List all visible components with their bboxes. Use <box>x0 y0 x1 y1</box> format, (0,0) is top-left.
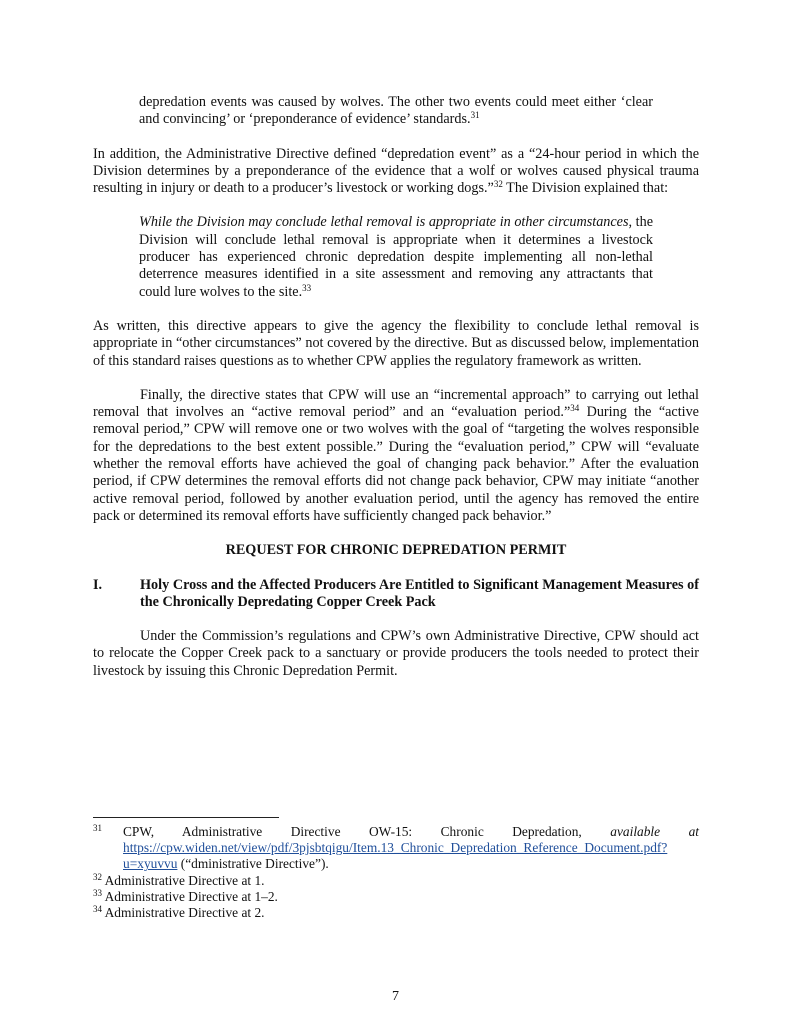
page-number: 7 <box>392 989 399 1004</box>
subsection-title: Holy Cross and the Affected Producers Are Entitled to Significant Management Measures of the Chronically Depredating Copper Creek Pack <box>140 576 699 610</box>
footnote: $^{32}$ Administrative Directive at 1. <box>93 871 265 888</box>
paragraph: Under the Commission’s regulations and CPW’s own Administrative Directive, CPW should act to relocate the Copper Creek pack to a sanctuary or provide producers the tools needed to protect their livestock by issuing this Chronic Depredation Permit. <box>93 628 699 679</box>
footnote-link[interactable]: https://cpw.widen.net/view/pdf/3pjsbtqigu/Item.13_Chronic_Depredation_Reference_Document.pdf?u=xyuvvu <box>123 840 668 872</box>
footnotes <box>93 824 699 921</box>
footnote-number: 31 <box>93 823 102 833</box>
page-body <box>93 94 699 680</box>
section-heading: REQUEST FOR CHRONIC DEPREDATION PERMIT <box>225 542 567 559</box>
subsection-heading <box>93 577 699 612</box>
block-quote: While the Division may conclude lethal removal is appropriate in other circumstances, the Division will conclude lethal removal is appropriate when it determines a livestock producer has experienced chronic depredation despite implementing all non-lethal deterrence measures identified in a site assessment and removing any attractants that could lure wolves to the site.$^{33}$ <box>139 214 653 300</box>
footnote: $^{34}$ Administrative Directive at 2. <box>93 904 265 921</box>
paragraph: As written, this directive appears to give the agency the flexibility to conclude lethal removal is appropriate in “other circumstances” not covered by the directive. But as discussed below, implementation of this standard raises questions as to whether CPW applies the regulatory framework as written. <box>93 317 699 369</box>
footnote-ref[interactable]: 32 <box>493 179 503 190</box>
footnote-ref[interactable]: 33 <box>302 282 312 293</box>
footnote: $^{33}$ Administrative Directive at 1–2. <box>93 887 278 904</box>
subsection-number: I. <box>93 576 103 593</box>
block-quote-continuation: depredation events was caused by wolves. The other two events could meet either ‘clear and convincing’ or ‘preponderance of evidence’ standards.$^{31}$ <box>139 94 653 128</box>
footnote-divider <box>93 817 279 818</box>
footnote: $^{31}$ CPW, Administrative Directive OW-15: Chronic Depredation, available at https://cpw.widen.net/view/pdf/3pjsbtqigu/Item.13_Chronic_Depredation_Reference_Document.pdf?u=xyuvvu (“dministrative Directive”). <box>93 823 699 872</box>
footnote-ref[interactable]: 31 <box>470 110 480 121</box>
paragraph: Finally, the directive states that CPW will use an “incremental approach” to carrying out lethal removal that involves an “active removal period” and an “evaluation period.”$^{34}$ During the “active removal period,” CPW will remove one or two wolves with the goal of “targeting the wolves responsible for the depredations to the best extent possible.” During the “evaluation period,” CPW will “evaluate whether the removal efforts have achieved the goal of changing pack behavior.” After the evaluation period, if CPW determines the removal efforts did not change pack behavior, CPW may initiate “another active removal period, followed by another evaluation period, until the agency has removed the entire pack or determined its removal efforts have sufficiently changed pack behavior.” <box>93 386 699 524</box>
paragraph: In addition, the Administrative Directive defined “depredation event” as a “24-hour period in which the Division determines by a preponderance of the evidence that a wolf or wolves caused physical trauma resulting in injury or death to a producer’s livestock or working dogs.”$^{32}$ The Division explained that: <box>93 145 699 197</box>
footnote-ref[interactable]: 34 <box>570 403 580 414</box>
